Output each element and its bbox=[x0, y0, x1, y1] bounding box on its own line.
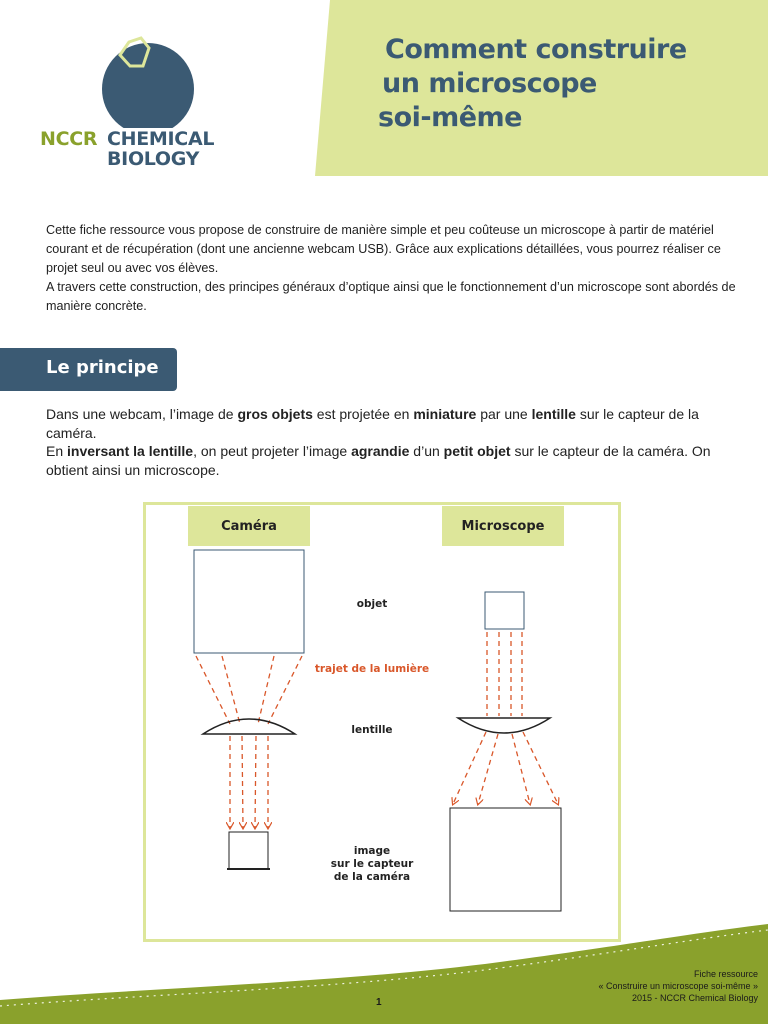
label-image-line-3: de la caméra bbox=[333, 871, 411, 883]
camera-lens-icon bbox=[203, 719, 295, 734]
intro-paragraph-1: Cette fiche ressource vous propose de construire de manière simple et peu coûteuse un microscope à partir de matériel courant et de récupération (dont une ancienne webcam USB). Grâce aux explications détaillées, vous pourrez réaliser ce projet seul ou avec vos élèves. bbox=[46, 223, 721, 275]
principle-sentence-1: Dans une webcam, l’image de gros objets est projetée en miniature par une lentille sur le capteur de la caméra. bbox=[46, 406, 699, 441]
microscope-object-box bbox=[485, 592, 524, 629]
page-title-line-2: un microscope bbox=[382, 68, 597, 99]
principle-text bbox=[46, 405, 736, 479]
page-title-line-3: soi-même bbox=[378, 102, 522, 133]
logo-circle-icon bbox=[36, 28, 236, 128]
principle-sentence-2: En inversant la lentille, on peut projeter l’image agrandie d’un petit objet sur le capteur de la caméra. On obtient ainsi un microscope. bbox=[46, 443, 711, 478]
microscope-lens-icon bbox=[458, 718, 550, 733]
logo-word-biology: BIOLOGY bbox=[107, 148, 200, 170]
microscope-sensor-image-box bbox=[450, 808, 561, 911]
section-header bbox=[0, 348, 177, 391]
label-image-line-1: image bbox=[353, 845, 391, 857]
footer-line-3: 2015 - NCCR Chemical Biology bbox=[631, 993, 758, 1003]
page-number: 1 bbox=[376, 997, 382, 1008]
tab-microscope: Microscope bbox=[442, 506, 564, 546]
footer-text bbox=[598, 968, 758, 1004]
tab-camera: Caméra bbox=[188, 506, 310, 546]
label-image-line-2: sur le capteur bbox=[330, 858, 414, 870]
label-light-path: trajet de la lumière bbox=[314, 663, 430, 675]
logo-word-nccr: NCCR bbox=[40, 128, 98, 150]
camera-incoming-rays bbox=[196, 656, 302, 724]
footer-line-1: Fiche ressource bbox=[693, 969, 758, 979]
label-object: objet bbox=[356, 598, 388, 610]
label-lens: lentille bbox=[351, 724, 393, 736]
camera-outgoing-rays bbox=[230, 736, 268, 828]
microscope-outgoing-rays bbox=[453, 732, 558, 804]
intro-text bbox=[46, 221, 736, 316]
microscope-incoming-rays bbox=[487, 632, 522, 716]
camera-object-box bbox=[194, 550, 304, 653]
intro-paragraph-2: A travers cette construction, des principes généraux d’optique ainsi que le fonctionnement d’un microscope sont abordés de manière concrète. bbox=[46, 280, 736, 313]
nccr-logo bbox=[36, 28, 236, 178]
logo-word-chemical: CHEMICAL bbox=[107, 128, 215, 150]
section-title: Le principe bbox=[46, 357, 159, 378]
page-title-line-1: Comment construire bbox=[385, 34, 687, 65]
camera-sensor-image-box bbox=[229, 832, 268, 869]
footer-line-2: « Construire un microscope soi-même » bbox=[598, 981, 758, 991]
title-banner bbox=[315, 0, 768, 176]
